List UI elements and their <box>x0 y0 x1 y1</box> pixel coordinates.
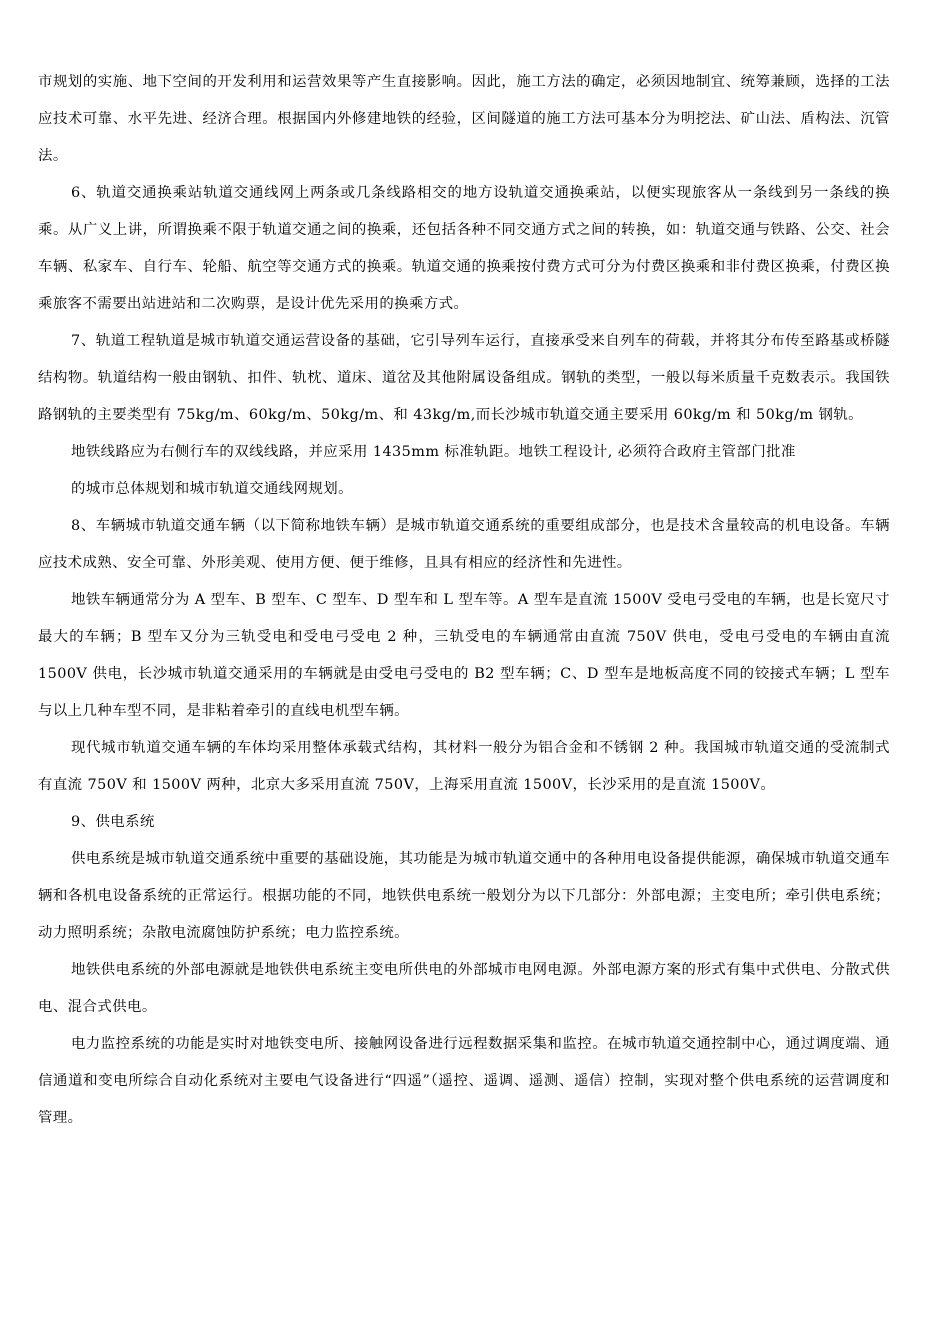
paragraph-vehicle-types: 地铁车辆通常分为 A 型车、B 型车、C 型车、D 型车和 L 型车等。A 型车是直流 1500V 受电弓受电的车辆，也是长宽尺寸最大的车辆；B 型车又分为三轨受电和受电弓受电 2 种，三轨受电的车辆通常由直流 750V 供电，受电弓受电的车辆由直流 1500V 供电，长沙城市轨道交通采用的车辆就是由受电弓受电的 B2 型车辆；C、D 型车是地板高度不同的铰接式车辆；L 型车与以上几种车型不同，是非粘着牵引的直线电机型车辆。 <box>38 592 890 719</box>
paragraph-car-body: 现代城市轨道交通车辆的车体均采用整体承载式结构，其材料一般分为铝合金和不锈钢 2 种。我国城市轨道交通的受流制式有直流 750V 和 1500V 两种，北京大多采用直流 750V，上海采用直流 1500V，长沙采用的是直流 1500V。 <box>38 740 890 793</box>
paragraph-external-power: 地铁供电系统的外部电源就是地铁供电系统主变电所供电的外部城市电网电源。外部电源方案的形式有集中式供电、分散式供电、混合式供电。 <box>38 962 890 1015</box>
paragraph-power-system: 供电系统是城市轨道交通系统中重要的基础设施，其功能是为城市轨道交通中的各种用电设备提供能源，确保城市轨道交通车辆和各机电设备系统的正常运行。根据功能的不同，地铁供电系统一般划分为以下几部分：外部电源；主变电所；牵引供电系统；动力照明系统；杂散电流腐蚀防护系统；电力监控系统。 <box>38 851 890 941</box>
paragraph-line-gauge-continued: 的城市总体规划和城市轨道交通线网规划。 <box>71 481 353 497</box>
paragraph-transfer-station: 6、轨道交通换乘站轨道交通线网上两条或几条线路相交的地方设轨道交通换乘站，以便实现旅客从一条线到另一条线的换乘。从广义上讲，所谓换乘不限于轨道交通之间的换乘，还包括各种不同交通方式之间的转换，如：轨道交通与铁路、公交、社会车辆、私家车、自行车、轮船、航空等交通方式的换乘。轨道交通的换乘按付费方式可分为付费区换乘和非付费区换乘，付费区换乘旅客不需要出站进站和二次购票，是设计优先采用的换乘方式。 <box>38 185 890 312</box>
paragraph-construction-methods: 市规划的实施、地下空间的开发利用和运营效果等产生直接影响。因此，施工方法的确定，必须因地制宜、统筹兼顾，选择的工法应技术可靠、水平先进、经济合理。根据国内外修建地铁的经验，区间隧道的施工方法可基本分为明挖法、矿山法、盾构法、沉管法。 <box>38 74 890 164</box>
section-heading-power-supply: 9、供电系统 <box>71 814 155 830</box>
paragraph-power-monitoring: 电力监控系统的功能是实时对地铁变电所、接触网设备进行远程数据采集和监控。在城市轨道交通控制中心，通过调度端、通信通道和变电所综合自动化系统对主要电气设备进行“四遥”（遥控、遥调、遥测、遥信）控制，实现对整个供电系统的运营调度和管理。 <box>38 1036 890 1126</box>
paragraph-line-gauge: 地铁线路应为右侧行车的双线线路，并应采用 1435mm 标准轨距。地铁工程设计, 必须符合政府主管部门批准 <box>71 444 796 460</box>
paragraph-vehicles: 8、车辆城市轨道交通车辆（以下简称地铁车辆）是城市轨道交通系统的重要组成部分，也是技术含量较高的机电设备。车辆应技术成熟、安全可靠、外形美观、使用方便、便于维修，且具有相应的经济性和先进性。 <box>38 518 890 571</box>
paragraph-track-engineering: 7、轨道工程轨道是城市轨道交通运营设备的基础，它引导列车运行，直接承受来自列车的荷载，并将其分布传至路基或桥隧结构物。轨道结构一般由钢轨、扣件、轨枕、道床、道岔及其他附属设备组成。钢轨的类型，一般以每米质量千克数表示。我国铁路钢轨的主要类型有 75kg/m、60kg/m、50kg/m、和 43kg/m,而长沙城市轨道交通主要采用 60kg/m 和 50kg/m 钢轨。 <box>38 333 890 423</box>
